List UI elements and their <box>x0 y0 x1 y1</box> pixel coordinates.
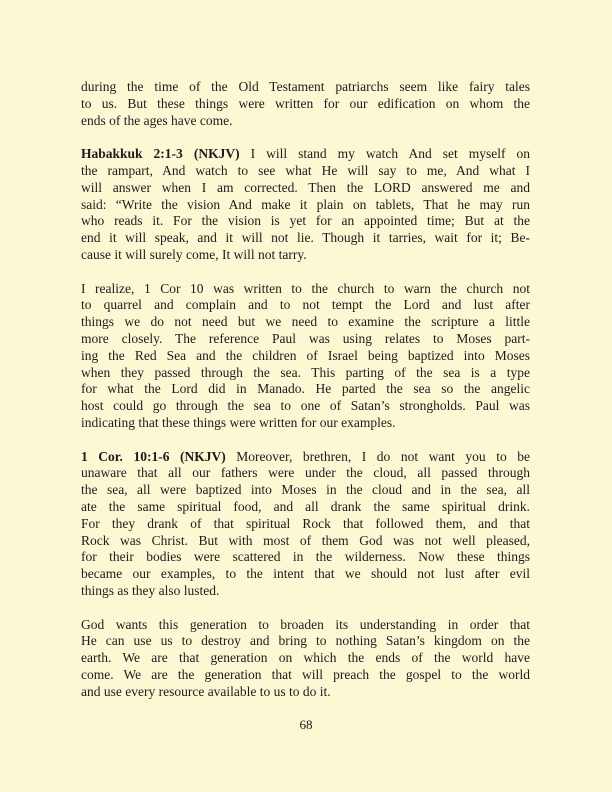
text-line: during the time of the Old Testament patriarchs seem like fairy tales <box>81 79 530 94</box>
para-corinthians-quote <box>81 449 530 600</box>
text-line: things we do not need but we need to examine the scripture a little <box>81 314 530 330</box>
text-line: when they passed through the sea. This parting of the sea is a type <box>81 364 530 380</box>
text-line: more closely. The reference Paul was using relates to Moses part- <box>81 330 530 346</box>
scripture-reference: 1 Cor. 10:1-6 (NKJV) <box>81 448 226 464</box>
text-line: ate the same spiritual food, and all drank the same spiritual drink. <box>81 498 530 514</box>
text-line: to quarrel and complain and to not tempt the Lord and lust after <box>81 297 530 313</box>
text-line: indicating that these things were written for our examples. <box>81 414 396 430</box>
text-line: God wants this generation to broaden its understanding in order that <box>81 616 530 632</box>
text-line: who reads it. For the vision is yet for an appointed time; But at the <box>81 213 530 229</box>
text-line: unaware that all our fathers were under the cloud, all passed through <box>81 465 530 481</box>
scripture-reference: Habakkuk 2:1-3 (NKJV) <box>81 146 240 162</box>
text-line: host could go through the sea to one of Satan’s strongholds. Paul was <box>81 398 530 414</box>
para-closing <box>81 617 530 701</box>
text-line: I realize, 1 Cor 10 was written to the church to warn the church not <box>81 280 530 296</box>
text-line: things as they also lusted. <box>81 582 220 598</box>
text-run: Moreover, brethren, I do not want you to be <box>225 448 530 464</box>
page-number: 68 <box>299 717 313 732</box>
text-line: the rampart, And watch to see what He will say to me, And what I <box>81 162 530 178</box>
text-line: for their bodies were scattered in the wilderness. Now these things <box>81 549 530 565</box>
text-line: and use every resource available to us to do it. <box>81 683 331 699</box>
text-line: ends of the ages have come. <box>81 112 233 128</box>
text-line: the sea, all were baptized into Moses in the cloud and in the sea, all <box>81 482 530 498</box>
text-line: will answer when I am corrected. Then the LORD answered me and <box>81 179 530 195</box>
text-line: Rock was Christ. But with most of them God was not well pleased, <box>81 532 530 548</box>
text-line: became our examples, to the intent that we should not lust after evil <box>81 566 530 582</box>
text-line: earth. We are that generation on which the ends of the world have <box>81 650 530 666</box>
text-line: He can use us to destroy and bring to nothing Satan’s kingdom on the <box>81 633 530 649</box>
text-run: I will stand my watch And set myself on <box>239 146 530 162</box>
text-line <box>81 146 530 163</box>
para-intro <box>81 79 530 129</box>
text-line: to us. But these things were written for our edification on whom the <box>81 95 530 111</box>
text-line: For they drank of that spiritual Rock that followed them, and that <box>81 515 530 531</box>
para-commentary <box>81 281 530 432</box>
text-line: ing the Red Sea and the children of Israel being baptized into Moses <box>81 347 530 363</box>
text-line <box>81 449 530 466</box>
para-habakkuk-quote <box>81 146 530 264</box>
text-line: come. We are the generation that will preach the gospel to the world <box>81 666 530 682</box>
text-line: cause it will surely come, It will not tarry. <box>81 246 307 262</box>
page-text-block <box>81 79 530 700</box>
text-line: for what the Lord did in Manado. He parted the sea so the angelic <box>81 381 530 397</box>
text-line: said: “Write the vision And make it plain on tablets, That he may run <box>81 196 530 212</box>
text-line: end it will speak, and it will not lie. Though it tarries, wait for it; Be- <box>81 230 530 246</box>
